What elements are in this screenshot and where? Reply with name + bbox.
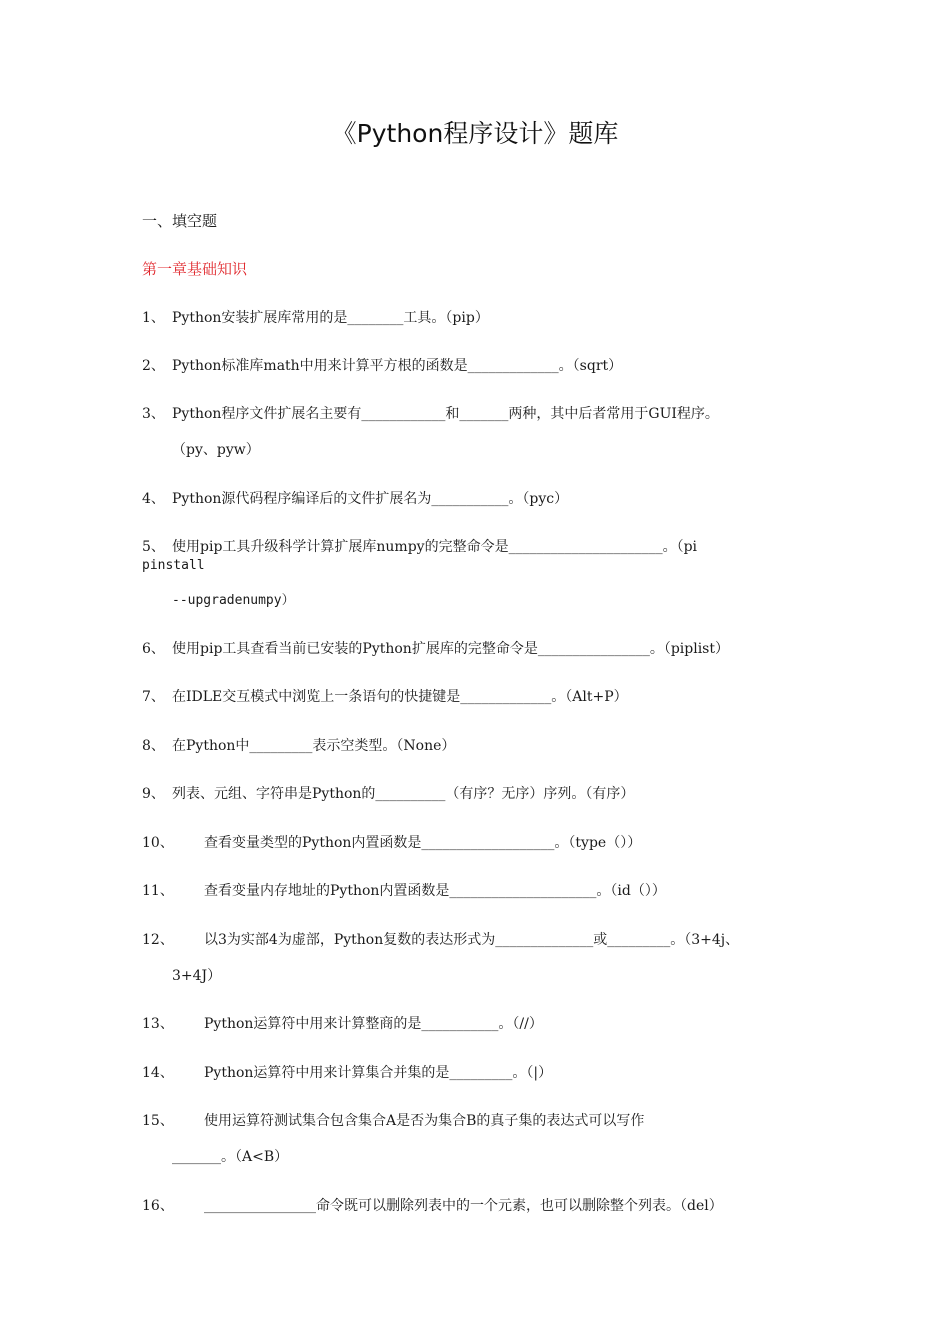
question-continuation: pinstall [142,558,205,573]
question-number: 15、 [142,1113,174,1129]
question-1 [142,308,822,328]
question-text: Python标准库math中用来计算平方根的函数是_____________。（sqrt） [172,358,623,374]
question-continuation: 3+4J） [172,968,222,984]
question-7 [142,687,822,707]
question-number: 7、 [142,689,165,705]
question-number: 4、 [142,491,165,507]
question-continuation: _______。（A<B） [172,1149,289,1165]
question-text: 在Python中_________表示空类型。（None） [172,738,456,754]
question-number: 12、 [142,932,174,948]
question-3 [142,404,822,424]
question-4 [142,489,822,509]
question-number: 6、 [142,641,165,657]
question-number: 11、 [142,883,174,899]
question-continuation: （py、pyw） [172,442,260,458]
question-12 [142,930,822,950]
question-14 [142,1063,822,1083]
question-number: 2、 [142,358,165,374]
question-text: Python运算符中用来计算整商的是___________。（//） [204,1016,543,1032]
question-number: 16、 [142,1198,174,1214]
question-9 [142,784,822,804]
question-text: 列表、元组、字符串是Python的__________（有序？无序）序列。（有序） [172,786,635,802]
question-text: ________________命令既可以删除列表中的一个元素，也可以删除整个列表。（del） [204,1198,723,1214]
page-title: 《Python程序设计》题库 [331,119,619,148]
question-13 [142,1014,822,1034]
question-number: 8、 [142,738,165,754]
question-number: 1、 [142,310,165,326]
question-text: 使用运算符测试集合包含集合A是否为集合B的真子集的表达式可以写作 [204,1113,645,1129]
question-number: 3、 [142,406,165,422]
question-number: 9、 [142,786,165,802]
question-5 [142,537,822,557]
question-text: 在IDLE交互模式中浏览上一条语句的快捷键是_____________。（Alt+P） [172,689,628,705]
question-text: 使用pip工具升级科学计算扩展库numpy的完整命令是______________________。（pi [172,539,698,555]
question-6 [142,639,822,659]
question-continuation: --upgradenumpy） [172,593,295,608]
section-heading: 一、填空题 [142,212,218,230]
question-16 [142,1196,822,1216]
question-number: 10、 [142,835,174,851]
question-text: 查看变量内存地址的Python内置函数是_____________________。（id（）） [204,883,666,899]
question-text: Python运算符中用来计算集合并集的是_________。（|） [204,1065,553,1081]
question-15 [142,1111,822,1131]
question-number: 5、 [142,539,165,555]
question-number: 13、 [142,1016,174,1032]
chapter-heading: 第一章基础知识 [142,260,248,278]
question-2 [142,356,822,376]
question-text: 查看变量类型的Python内置函数是___________________。（type（）） [204,835,642,851]
question-text: Python源代码程序编译后的文件扩展名为___________。（pyc） [172,491,569,507]
question-text: Python程序文件扩展名主要有____________和_______两种，其中后者常用于GUI程序。 [172,406,719,422]
question-11 [142,881,822,901]
question-text: 以3为实部4为虚部，Python复数的表达形式为______________或_________。（3+4j、 [204,932,740,948]
question-text: Python安装扩展库常用的是________工具。（pip） [172,310,489,326]
question-8 [142,736,822,756]
question-text: 使用pip工具查看当前已安装的Python扩展库的完整命令是________________。（piplist） [172,641,729,657]
question-10 [142,833,822,853]
question-number: 14、 [142,1065,174,1081]
